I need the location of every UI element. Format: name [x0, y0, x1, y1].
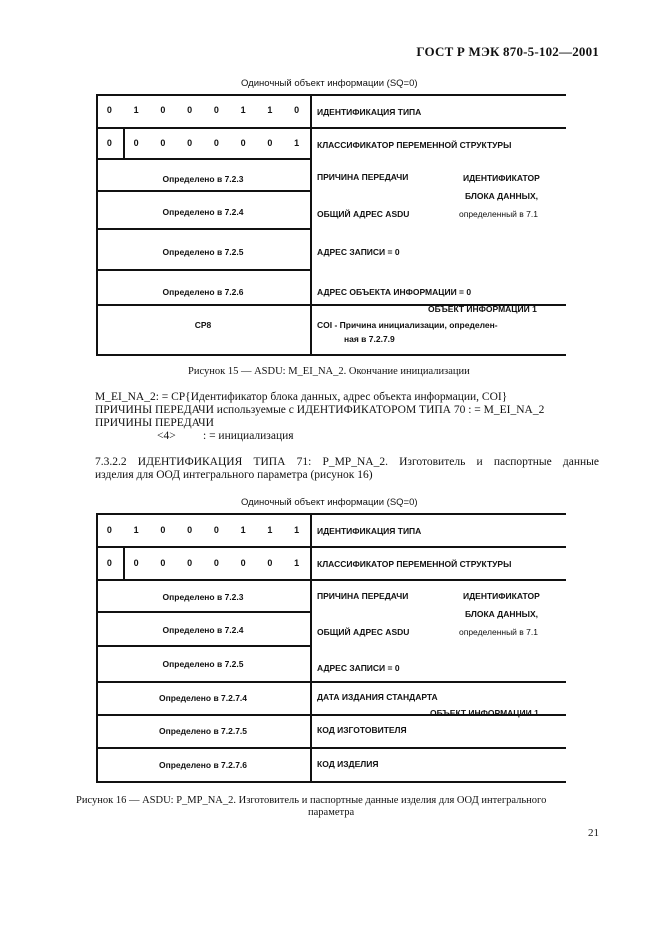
bit: 1 [267, 525, 273, 535]
figure16-row-product: Определено в 7.2.7.6 [158, 760, 248, 770]
bit: 0 [267, 138, 273, 148]
figure15-row-cause: Определено в 7.2.3 [162, 174, 244, 184]
paragraph-7-3-2-2: 7.3.2.2 ИДЕНТИФИКАЦИЯ ТИПА 71: P_MP_NA_2. Изготовитель и паспортные данные [95, 456, 599, 468]
bit: 0 [213, 558, 219, 568]
cause-line-2: ПРИЧИНЫ ПЕРЕДАЧИ [95, 417, 214, 429]
figure15-row-common: Определено в 7.2.4 [162, 207, 244, 217]
bit: 0 [160, 558, 166, 568]
figure15-row-ioa: Определено в 7.2.6 [162, 287, 244, 297]
figure15-duid-label-2: БЛОКА ДАННЫХ, [465, 191, 538, 201]
bit: 0 [187, 138, 193, 148]
figure15-caption: Рисунок 15 — ASDU: M_EI_NA_2. Окончание инициализации [188, 366, 470, 377]
bit: 1 [240, 105, 246, 115]
bit: 1 [133, 105, 139, 115]
figure16-duid-label-3: определенный в 7.1 [459, 627, 538, 637]
page-number: 21 [588, 827, 599, 839]
bit: 1 [294, 138, 300, 148]
bit: 0 [106, 105, 112, 115]
bit: 0 [160, 105, 166, 115]
figure16-duid-label-2: БЛОКА ДАННЫХ, [465, 609, 538, 619]
cause-line: ПРИЧИНЫ ПЕРЕДАЧИ используемые с ИДЕНТИФИКАТОРОМ ТИПА 70 : = M_EI_NA_2 [95, 404, 545, 416]
figure15-title: Одиночный объект информации (SQ=0) [241, 78, 418, 89]
cause-code: <4> [157, 430, 176, 442]
bit: 0 [213, 525, 219, 535]
figure16-caption-cont: параметра [308, 807, 355, 818]
bit: 0 [213, 138, 219, 148]
figure16-vsq-bits [96, 558, 310, 568]
figure15-duid-label-3: определенный в 7.1 [459, 209, 538, 219]
bit: 1 [240, 525, 246, 535]
figure15-record-label: АДРЕС ЗАПИСИ = 0 [317, 247, 400, 257]
bit: 0 [187, 558, 193, 568]
paragraph-7-3-2-2-cont: изделия для ООД интегрального параметра (рисунок 16) [95, 469, 373, 481]
figure15-type-bits [96, 105, 310, 115]
figure16-type-bits [96, 525, 310, 535]
bit: 0 [187, 105, 193, 115]
figure16-vsq-label: КЛАССИФИКАТОР ПЕРЕМЕННОЙ СТРУКТУРЫ [317, 559, 512, 569]
document-header: ГОСТ Р МЭК 870-5-102—2001 [416, 44, 599, 59]
bit: 1 [294, 525, 300, 535]
bit: 0 [187, 525, 193, 535]
figure15-ioa-label: АДРЕС ОБЪЕКТА ИНФОРМАЦИИ = 0 [317, 287, 472, 297]
bit: 1 [267, 105, 273, 115]
bit: 0 [240, 138, 246, 148]
figure16-date-label: ДАТА ИЗДАНИЯ СТАНДАРТА [317, 692, 438, 702]
figure16-row-manuf: Определено в 7.2.7.5 [158, 726, 248, 736]
figure15-diagram [96, 94, 566, 356]
figure16-row-date: Определено в 7.2.7.4 [158, 693, 248, 703]
cause-meaning: : = инициализация [203, 430, 294, 442]
figure16-title: Одиночный объект информации (SQ=0) [241, 497, 418, 508]
figure16-cause-label: ПРИЧИНА ПЕРЕДАЧИ [317, 591, 409, 601]
figure15-vsq-label: КЛАССИФИКАТОР ПЕРЕМЕННОЙ СТРУКТУРЫ [317, 140, 512, 150]
bit: 0 [160, 525, 166, 535]
figure16-manuf-label: КОД ИЗГОТОВИТЕЛЯ [317, 725, 407, 735]
figure15-type-label: ИДЕНТИФИКАЦИЯ ТИПА [317, 107, 422, 117]
bit: 0 [106, 558, 112, 568]
figure16-duid-label: ИДЕНТИФИКАТОР [463, 591, 540, 601]
figure15-row-coi: CP8 [194, 320, 212, 330]
figure15-row-record: Определено в 7.2.5 [162, 247, 244, 257]
bit: 0 [160, 138, 166, 148]
figure16-object-label: ОБЪЕКТ ИНФОРМАЦИИ 1 [430, 708, 539, 718]
figure15-cause-label: ПРИЧИНА ПЕРЕДАЧИ [317, 172, 409, 182]
bit: 0 [106, 138, 112, 148]
figure15-object-label: ОБЪЕКТ ИНФОРМАЦИИ 1 [428, 304, 537, 314]
figure15-vsq-bits [96, 138, 310, 148]
figure16-caption: Рисунок 16 — ASDU: P_MP_NA_2. Изготовитель и паспортные данные изделия для ООД интегрального [76, 795, 547, 806]
figure15-common-label: ОБЩИЙ АДРЕС ASDU [317, 209, 410, 219]
bit: 0 [294, 105, 300, 115]
figure16-row-common: Определено в 7.2.4 [162, 625, 244, 635]
bit: 1 [133, 525, 139, 535]
bit: 0 [106, 525, 112, 535]
bit: 0 [240, 558, 246, 568]
figure16-record-label: АДРЕС ЗАПИСИ = 0 [317, 663, 400, 673]
bit: 1 [294, 558, 300, 568]
figure16-diagram [96, 513, 566, 783]
figure15-coi-label: COI - Причина инициализации, определен- [317, 320, 498, 330]
figure15-coi-label-cont: ная в 7.2.7.9 [344, 334, 395, 344]
bit: 0 [133, 558, 139, 568]
figure16-row-record: Определено в 7.2.5 [162, 659, 244, 669]
figure15-duid-label: ИДЕНТИФИКАТОР [463, 173, 540, 183]
figure16-common-label: ОБЩИЙ АДРЕС ASDU [317, 627, 410, 637]
bit: 0 [267, 558, 273, 568]
figure16-row-cause: Определено в 7.2.3 [162, 592, 244, 602]
definition-line: M_EI_NA_2: = CP{Идентификатор блока данных, адрес объекта информации, COI} [95, 391, 508, 403]
bit: 0 [133, 138, 139, 148]
figure16-product-label: КОД ИЗДЕЛИЯ [317, 759, 379, 769]
bit: 0 [213, 105, 219, 115]
figure16-type-label: ИДЕНТИФИКАЦИЯ ТИПА [317, 526, 422, 536]
